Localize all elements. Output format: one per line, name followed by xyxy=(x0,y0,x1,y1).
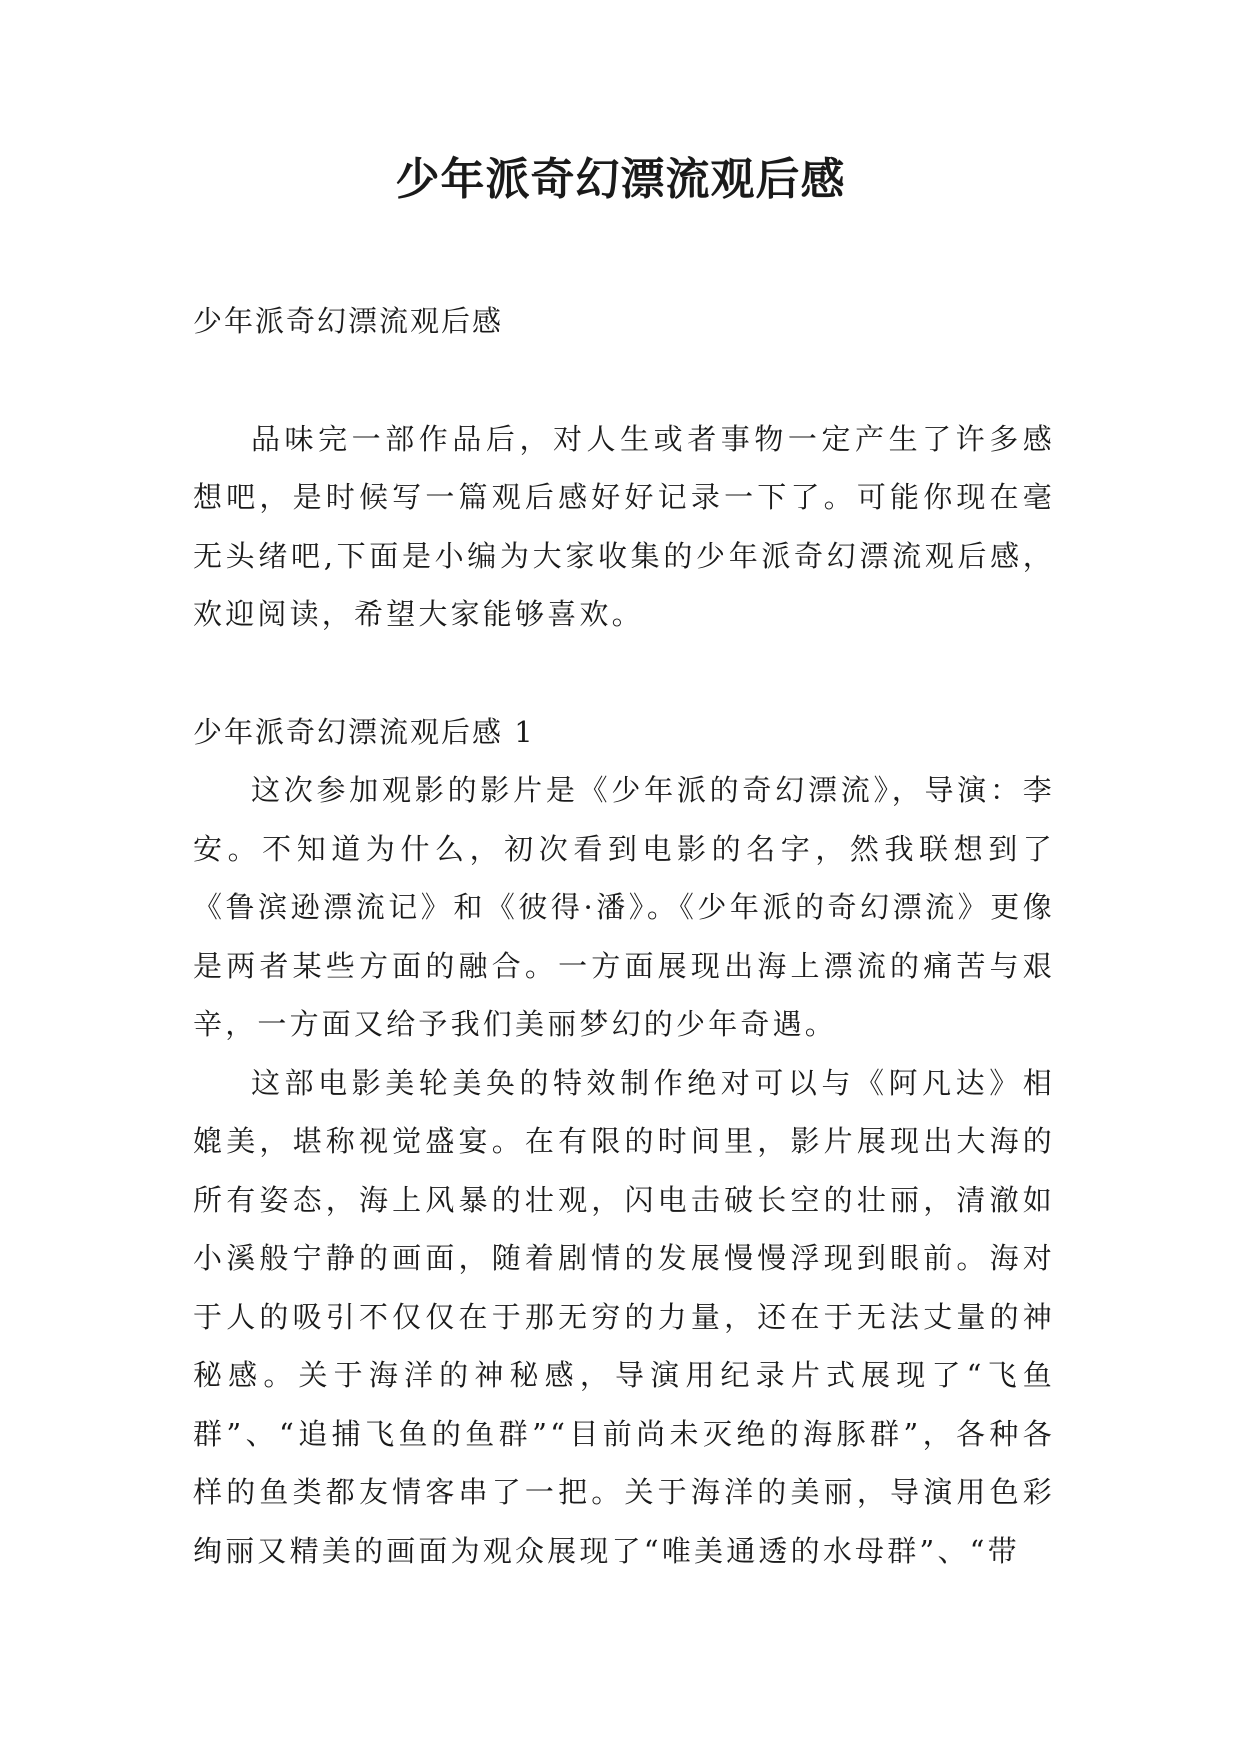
section-heading: 少年派奇幻漂流观后感 1 xyxy=(193,714,535,749)
spacer xyxy=(193,351,1055,410)
document-body xyxy=(193,292,1055,1580)
body-paragraph: 这部电影美轮美奂的特效制作绝对可以与《阿凡达》相媲美，堪称视觉盛宴。在有限的时间里，影片展现出大海的所有姿态，海上风暴的壮观，闪电击破长空的壮丽，清澈如小溪般宁静的画面，随着剧情的发展慢慢浮现到眼前。海对于人的吸引不仅仅在于那无穷的力量，还在于无法丈量的神秘感。关于海洋的神秘感，导演用纪录片式展现了“飞鱼群”、“追捕飞鱼的鱼群”“目前尚未灭绝的海豚群”，各种各样的鱼类都友情客串了一把。关于海洋的美丽，导演用色彩绚丽又精美的画面为观众展现了“唯美通透的水母群”、“带 xyxy=(193,1065,1055,1568)
body-paragraph: 这次参加观影的影片是《少年派的奇幻漂流》，导演：李安。不知道为什么，初次看到电影的名字，然我联想到了《鲁滨逊漂流记》和《彼得·潘》。《少年派的奇幻漂流》更像是两者某些方面的融合。一方面展现出海上漂流的痛苦与艰辛，一方面又给予我们美丽梦幻的少年奇遇。 xyxy=(193,773,1055,1041)
document-subtitle: 少年派奇幻漂流观后感 xyxy=(193,304,504,338)
intro-paragraph: 品味完一部作品后，对人生或者事物一定产生了许多感想吧，是时候写一篇观后感好好记录一下了。可能你现在毫无头绪吧,下面是小编为大家收集的少年派奇幻漂流观后感，欢迎阅读，希望大家能够喜欢。 xyxy=(193,421,1055,631)
spacer xyxy=(193,644,1055,703)
document-title: 少年派奇幻漂流观后感 xyxy=(395,154,846,205)
